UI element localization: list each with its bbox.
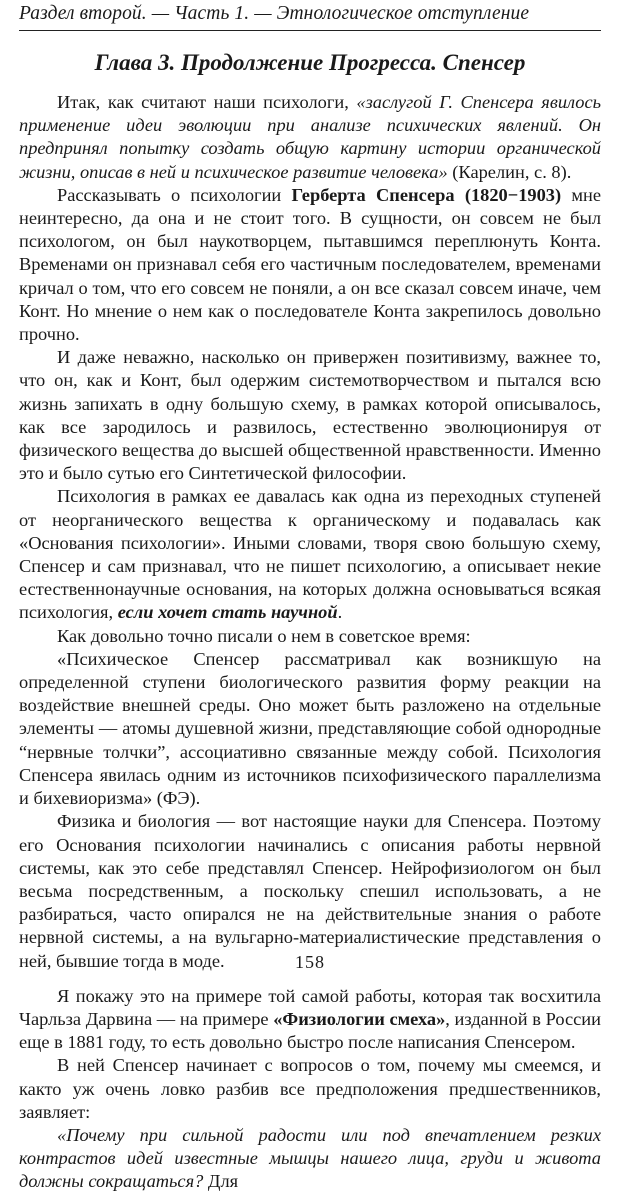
page-number: 158: [295, 952, 325, 972]
paragraph-7: Физика и биология — вот настоящие науки для Спенсера. Поэтому его Основания психологии начинались с описания работы нервной системы, как это себе представлял Спенсер. Нейрофизиологом он был весьма посредственным, а поскольку спешил использовать, а не разбираться, часто опирался не на действительные знания о работе нервной системы, а на вульгарно-материалистические представления о ней, бывшие тогда в моде.: [19, 811, 601, 971]
bold-title: «Физиологии смеха»: [273, 1008, 446, 1029]
paragraph-6-quote: «Психическое Спенсер рассматривал как возникшую на определенной ступени биологического развития форму реакции на воздействие внешней среды. Оно может быть разложено на отдельные элементы — атомы душевной жизни, представляющие собой однородные “нервные толчки”, ассоциативно связанные между собой. Психология Спенсера явилась одним из источников психофизического параллелизма и бихевиоризма» (ФЭ).: [19, 648, 601, 809]
paragraph-8: [19, 985, 601, 1055]
paragraph-3: И даже неважно, насколько он привержен позитивизму, важнее то, что он, как и Конт, был одержим системотворчеством и пытался всю жизнь запихать в одну большую схему, в рамках которой описывалось, как все зародилось и развилось, естественно эволюционируя от физического вещества до высшей общественной нравственности. Именно это и было сутью его Синтетической философии.: [19, 347, 601, 484]
italic-quote: «заслугой Г. Спенсера явилось применение идеи эволюции при анализе психических явлений. Он предпринял попытку создать общую картину истории органической жизни, описав в ней и психическое развитие человека»: [19, 92, 602, 182]
italic-quote: «Почему при сильной радости или под впечатлением резких контрастов идей известные мышцы нашего лица, груди и живота должны сокращаться?: [19, 1124, 601, 1192]
paragraph-1: [19, 91, 601, 184]
body-text: [19, 91, 601, 1194]
paragraph-2: [19, 184, 601, 346]
paragraph-4: [19, 485, 601, 624]
paragraph-10: [19, 1124, 601, 1194]
text-run: Для: [203, 1171, 239, 1192]
paragraph-9: В ней Спенсер начинает с вопросов о том, почему мы смеемся, и както уж очень ловко разбив все предположения предшественников, заявляет:: [19, 1055, 601, 1122]
text-run: (Карелин, с. 8).: [447, 161, 572, 182]
paragraph-5: Как довольно точно писали о нем в советское время:: [57, 625, 471, 646]
text-run: Я покажу это на примере той самой работы, которая так восхитила Чарльза Дарвина — на примере: [19, 985, 601, 1029]
chapter-title: Глава 3. Продолжение Прогресса. Спенсер: [94, 50, 526, 75]
header-rule: [19, 30, 601, 31]
text-run: Психология в рамках ее давалась как одна из переходных ступеней от неорганического вещества к органическому и подавалась как «Основания психологии». Иными словами, творя свою большую схему, Спенсер и сам признавал, что не пишет психологию, а описывает некие естественнонаучные основания, на которых должна основываться всякая психология,: [19, 486, 601, 623]
text-run: мне неинтересно, да она и не стоит того. В сущности, он совсем не был психологом, он был наукотворцем, пытавшимся переплюнуть Конта. Временами он признавал себя его частичным последователем, временами кричал о том, что его совсем не поняли, а он все сказал совсем иначе, чем Конт. Но мнение о нем как о последователе Конта закрепилось довольно прочно.: [19, 184, 602, 345]
bold-name: Герберта Спенсера (1820−1903): [291, 184, 562, 205]
text-run: Рассказывать о психологии: [57, 184, 292, 205]
text-run: Итак, как считают наши психологи,: [57, 92, 357, 112]
bold-italic-phrase: если хочет стать научной: [117, 602, 338, 623]
text-run: , изданной в России еще в 1881 году, то есть довольно быстро после написания Спенсером.: [19, 1008, 601, 1053]
running-head: Раздел второй. — Часть 1. — Этнологическое отступление: [19, 3, 530, 24]
text-run: .: [337, 602, 343, 623]
